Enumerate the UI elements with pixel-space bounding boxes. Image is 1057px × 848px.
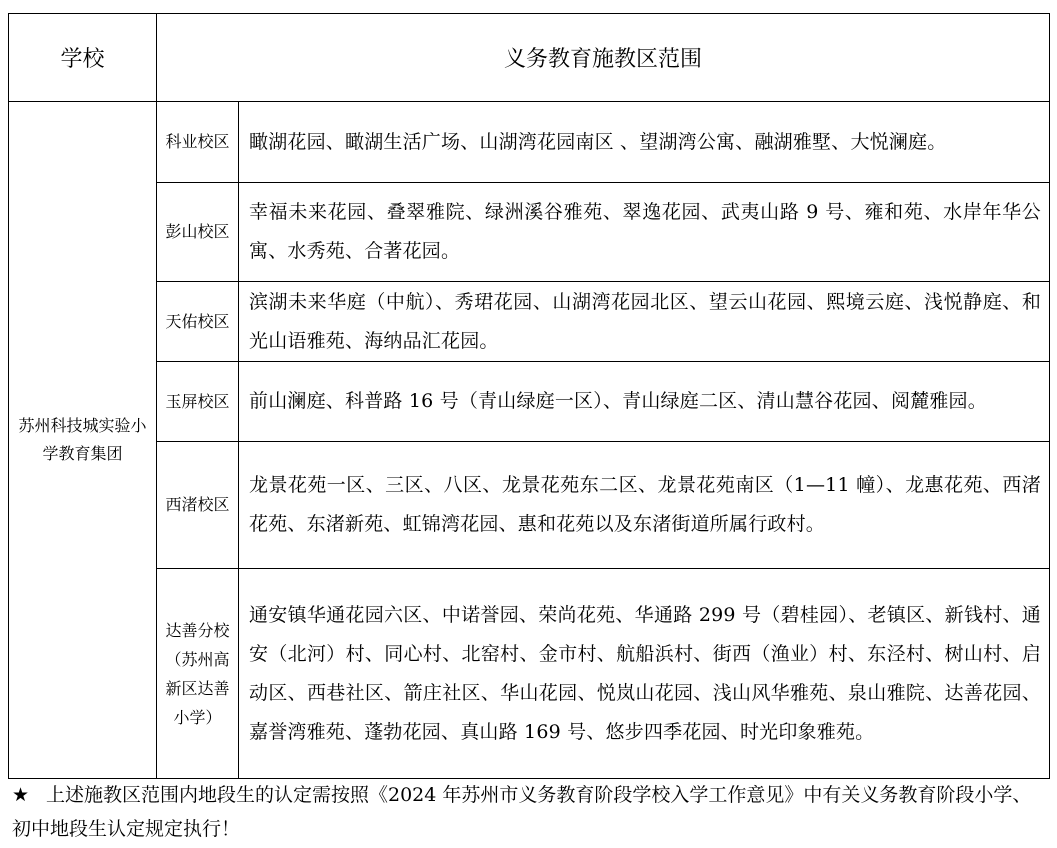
campus-areas: 幸福未来花园、叠翠雅院、绿洲溪谷雅苑、翠逸花园、武夷山路 9 号、雍和苑、水岸年华公寓、水秀苑、合著花园。 [239, 183, 1050, 282]
table-row [9, 569, 1050, 779]
table-row [9, 362, 1050, 442]
campus-areas: 滨湖未来华庭（中航）、秀珺花园、山湖湾花园北区、望云山花园、熙境云庭、浅悦静庭、和光山语雅苑、海纳品汇花园。 [239, 282, 1050, 362]
footnote-text: 上述施教区范围内地段生的认定需按照《2024 年苏州市义务教育阶段学校入学工作意见》中有关义务教育阶段小学、初中地段生认定规定执行！ [12, 784, 1032, 840]
campus-areas: 龙景花苑一区、三区、八区、龙景花苑东二区、龙景花苑南区（1—11 幢）、龙惠花苑、西渚花苑、东渚新苑、虹锦湾花园、惠和花苑以及东渚街道所属行政村。 [239, 442, 1050, 569]
campus-name: 彭山校区 [157, 183, 239, 282]
campus-areas: 通安镇华通花园六区、中诺誉园、荣尚花苑、华通路 299 号（碧桂园）、老镇区、新钱村、通安（北河）村、同心村、北窑村、金市村、航船浜村、街西（渔业）村、东泾村、树山村、启动区、西巷社区、箭庄社区、华山花园、悦岚山花园、浅山风华雅苑、泉山雅院、达善花园、嘉誉湾雅苑、蓬勃花园、真山路 169 号、悠步四季花园、时光印象雅苑。 [239, 569, 1050, 779]
catchment-table [8, 13, 1050, 779]
header-row [9, 14, 1050, 102]
header-school: 学校 [9, 14, 157, 102]
footnote [12, 778, 1032, 846]
campus-name: 西渚校区 [157, 442, 239, 569]
table-row [9, 183, 1050, 282]
campus-areas: 瞰湖花园、瞰湖生活广场、山湖湾花园南区 、望湖湾公寓、融湖雅墅、大悦澜庭。 [239, 102, 1050, 183]
campus-name: 科业校区 [157, 102, 239, 183]
table-row [9, 282, 1050, 362]
table-row [9, 102, 1050, 183]
table-row [9, 442, 1050, 569]
campus-name: 达善分校（苏州高新区达善小学） [157, 569, 239, 779]
campus-areas: 前山澜庭、科普路 16 号（青山绿庭一区）、青山绿庭二区、清山慧谷花园、阅麓雅园。 [239, 362, 1050, 442]
campus-name: 天佑校区 [157, 282, 239, 362]
school-group-name: 苏州科技城实验小学教育集团 [9, 102, 157, 779]
star-icon: ★ [12, 784, 30, 806]
header-scope: 义务教育施教区范围 [157, 14, 1050, 102]
campus-name: 玉屏校区 [157, 362, 239, 442]
